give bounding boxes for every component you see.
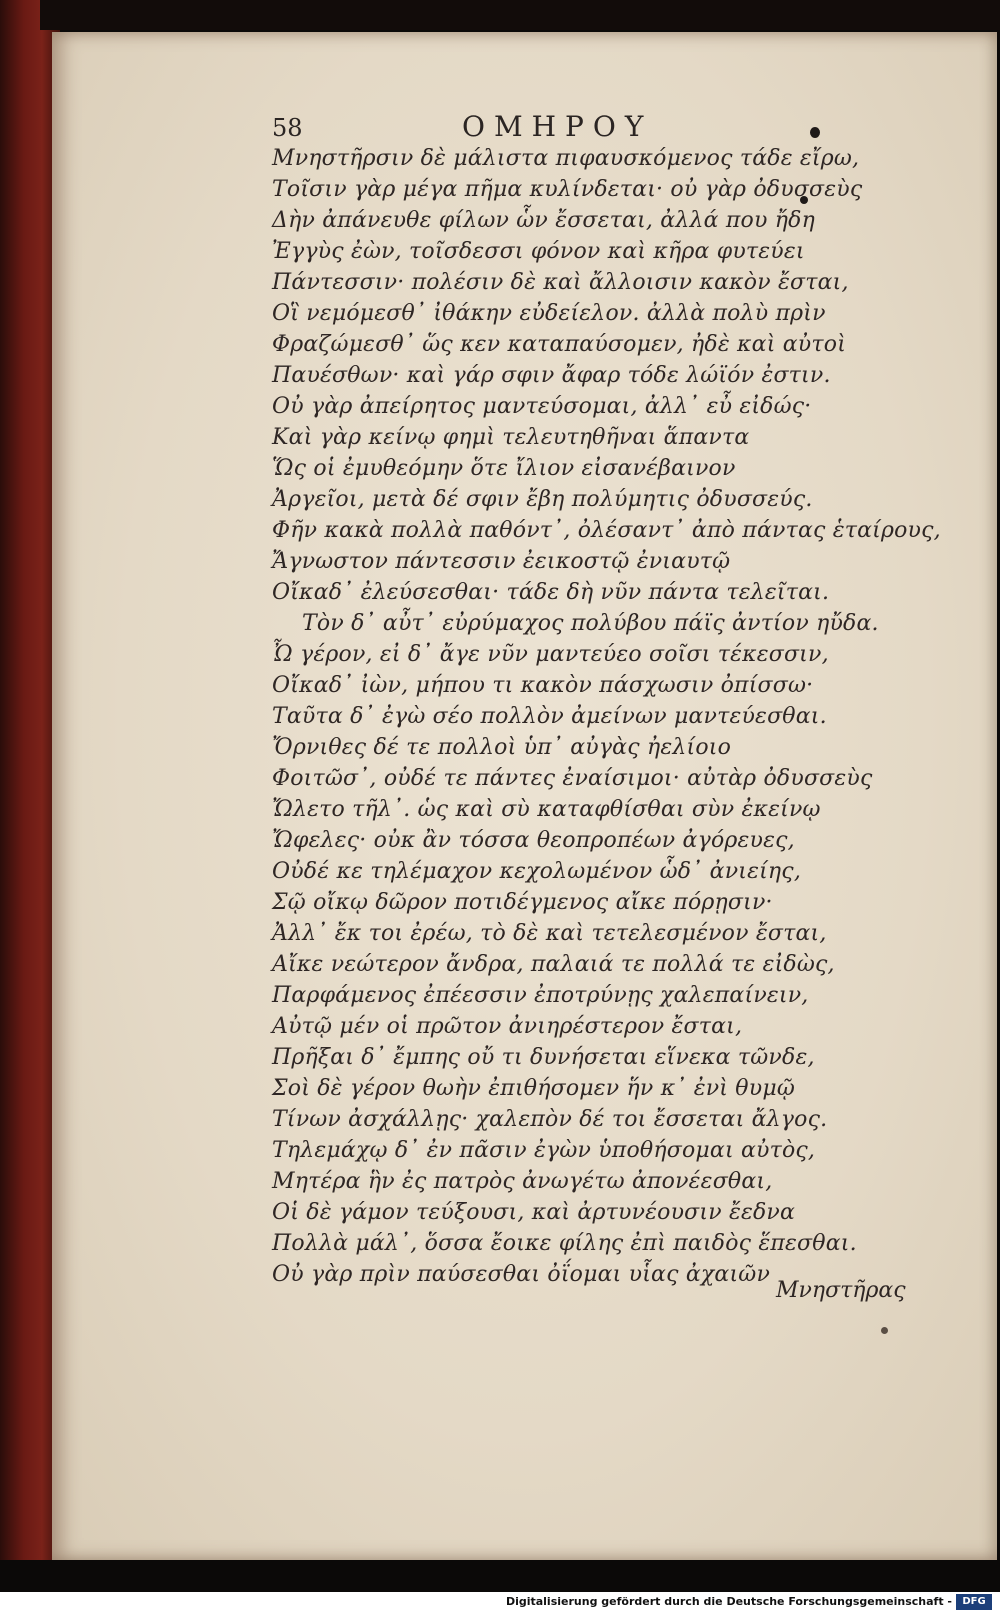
text-line: Ὤφελες· οὐκ ἂν τόσσα θεοπροπέων ἀγόρευες, — [272, 828, 795, 853]
text-line: Φῆν κακὰ πολλὰ παθόντ᾽, ὀλέσαντ᾽ ἀπὸ πάντας ἑταίρους, — [272, 518, 941, 543]
text-line: Αὐτῷ μέν οἱ πρῶτον ἀνιηρέστερον ἔσται, — [272, 1014, 743, 1039]
text-line: Ἐγγὺς ἐὼν, τοῖσδεσσι φόνον καὶ κῆρα φυτεύει — [272, 239, 805, 264]
text-line: Αἴκε νεώτερον ἄνδρα, παλαιά τε πολλά τε εἰδὼς, — [272, 952, 835, 977]
text-line: Δὴν ἀπάνευθε φίλων ὧν ἔσσεται, ἀλλά που ἤδη — [272, 208, 815, 233]
text-line: Ὤλετο τῆλ᾽. ὡς καὶ σὺ καταφθίσθαι σὺν ἐκείνῳ — [272, 797, 821, 822]
text-line: Ταῦτα δ᾽ ἐγὼ σέο πολλὸν ἀμείνων μαντεύεσθαι. — [272, 704, 827, 729]
verse-text-block — [272, 143, 941, 1290]
text-line: Οἱ δὲ γάμον τεύξουσι, καὶ ἀρτυνέουσιν ἔεδνα — [272, 1200, 796, 1225]
text-line: Μητέρα ἣν ἐς πατρὸς ἀνωγέτω ἀπονέεσθαι, — [272, 1169, 773, 1194]
text-line: Καὶ γὰρ κείνῳ φημὶ τελευτηθῆναι ἅπαντα — [272, 425, 750, 450]
ink-blot-icon — [881, 1327, 888, 1334]
text-line: Οὐ γὰρ ἀπείρητος μαντεύσομαι, ἀλλ᾽ εὖ εἰδώς· — [272, 394, 812, 419]
text-line: Τὸν δ᾽ αὖτ᾽ εὐρύμαχος πολύβου πάϊς ἀντίον ηὔδα. — [302, 611, 879, 636]
digitization-footer — [0, 1592, 1000, 1613]
text-line: Ὄρνιθες δέ τε πολλοὶ ὑπ᾽ αὐγὰς ἠελίοιο — [272, 735, 732, 760]
text-line: Σῷ οἴκῳ δῶρον ποτιδέγμενος αἴκε πόρῃσιν· — [272, 890, 773, 915]
text-line: Ὥς οἱ ἐμυθεόμην ὅτε ἴλιον εἰσανέβαινον — [272, 456, 736, 481]
page-number: 58 — [272, 114, 303, 142]
text-line: Ἄγνωστον πάντεσσιν ἐεικοστῷ ἐνιαυτῷ — [272, 549, 731, 574]
text-line: Τοῖσιν γὰρ μέγα πῆμα κυλίνδεται· οὐ γὰρ ὀδυσσεὺς — [272, 177, 863, 202]
text-line: Ἀλλ᾽ ἔκ τοι ἐρέω, τὸ δὲ καὶ τετελεσμένον ἔσται, — [272, 921, 827, 946]
text-line: Παυέσθων· καὶ γάρ σφιν ἄφαρ τόδε λώϊόν ἐστιν. — [272, 363, 831, 388]
text-line: Παρφάμενος ἐπέεσσιν ἐποτρύνῃς χαλεπαίνειν, — [272, 983, 809, 1008]
book-board — [40, 0, 1000, 30]
text-line: Οὐ γὰρ πρὶν παύσεσθαι ὀΐομαι υἷας ἀχαιῶν — [272, 1262, 771, 1287]
text-line: Τίνων ἀσχάλλῃς· χαλεπὸν δέ τοι ἔσσεται ἄλγος. — [272, 1107, 828, 1132]
running-head: ΟΜΗΡΟΥ — [462, 110, 653, 143]
text-line: Τηλεμάχῳ δ᾽ ἐν πᾶσιν ἐγὼν ὑποθήσομαι αὐτὸς, — [272, 1138, 816, 1163]
text-line: Ὦ γέρον, εἰ δ᾽ ἄγε νῦν μαντεύεο σοῖσι τέκεσσιν, — [272, 642, 829, 667]
book-edge — [0, 0, 60, 1560]
text-line: Πρῆξαι δ᾽ ἔμπης οὔ τι δυνήσεται εἵνεκα τῶνδε, — [272, 1045, 815, 1070]
ink-blot-icon — [810, 127, 820, 138]
text-line: Οἴκαδ᾽ ἰὼν, μήπου τι κακὸν πάσχωσιν ὀπίσσω· — [272, 673, 814, 698]
text-line: Πολλὰ μάλ᾽, ὅσσα ἔοικε φίλης ἐπὶ παιδὸς ἕπεσθαι. — [272, 1231, 857, 1256]
text-line: Πάντεσσιν· πολέσιν δὲ καὶ ἄλλοισιν κακὸν ἔσται, — [272, 270, 849, 295]
text-line: Φραζώμεσθ᾽ ὥς κεν καταπαύσομεν, ἠδὲ καὶ αὐτοὶ — [272, 332, 847, 357]
catchword: Μνηστῆρας — [776, 1278, 906, 1303]
text-line: Οἳ νεμόμεσθ᾽ ἰθάκην εὐδείελον. ἀλλὰ πολὺ πρὶν — [272, 301, 826, 326]
dfg-logo-icon: DFG — [956, 1594, 992, 1610]
text-line: Οὐδέ κε τηλέμαχον κεχολωμένον ὧδ᾽ ἀνιείης, — [272, 859, 802, 884]
text-line: Σοὶ δὲ γέρον θωὴν ἐπιθήσομεν ἥν κ᾽ ἐνὶ θυμῷ — [272, 1076, 795, 1101]
text-line: Οἴκαδ᾽ ἐλεύσεσθαι· τάδε δὴ νῦν πάντα τελεῖται. — [272, 580, 830, 605]
footer-credit: Digitalisierung gefördert durch die Deutsche Forschungsgemeinschaft - — [505, 1595, 952, 1608]
text-line: Μνηστῆρσιν δὲ μάλιστα πιφαυσκόμενος τάδε εἴρω, — [272, 146, 860, 171]
text-line: Φοιτῶσ᾽, οὐδέ τε πάντες ἐναίσιμοι· αὐτὰρ ὀδυσσεὺς — [272, 766, 873, 791]
text-line: Ἀργεῖοι, μετὰ δέ σφιν ἔβη πολύμητις ὀδυσσεύς. — [272, 487, 813, 512]
